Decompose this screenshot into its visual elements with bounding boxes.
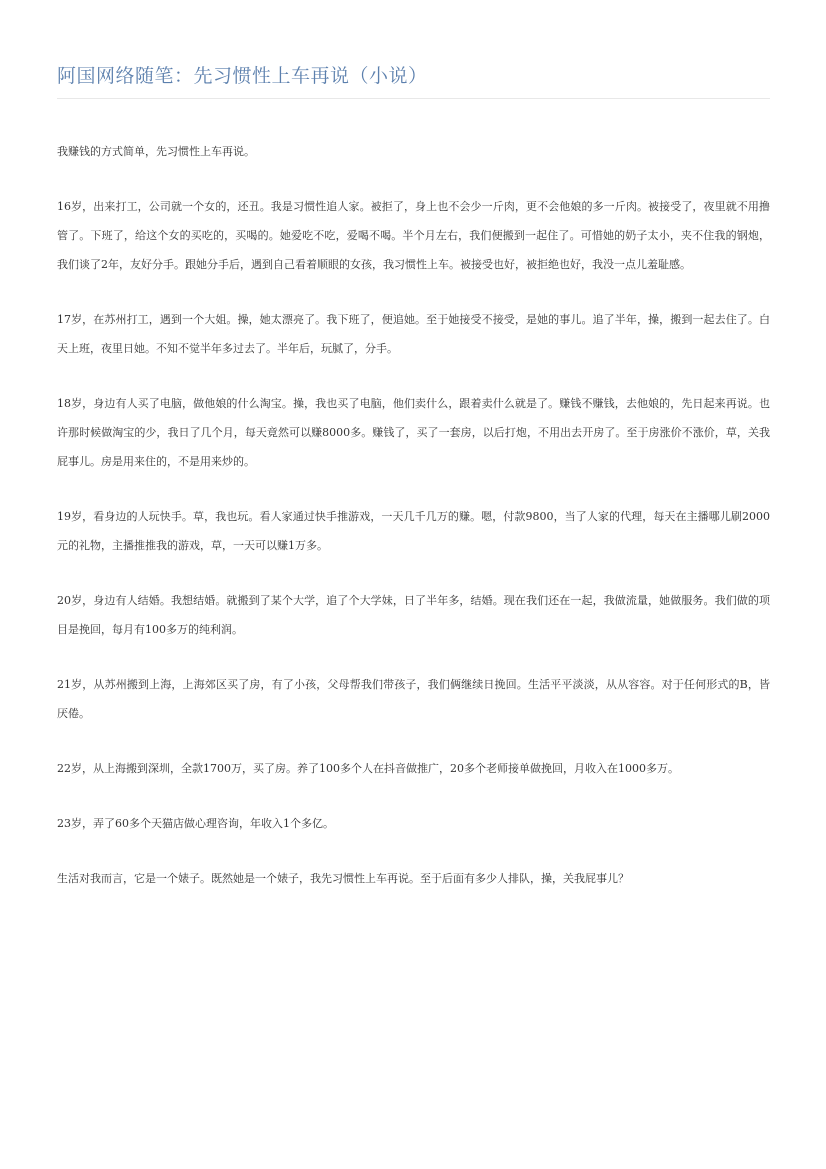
paragraph: 生活对我而言，它是一个婊子。既然她是一个婊子，我先习惯性上车再说。至于后面有多少人排队，操，关我屁事儿？ (57, 872, 629, 885)
paragraph: 18岁，身边有人买了电脑，做他娘的什么淘宝。操，我也买了电脑，他们卖什么，跟着卖什么就是了。赚钱不赚钱，去他娘的，先日起来再说。也许那时候做淘宝的少，我日了几个月，每天竟然可以赚8000多。赚钱了，买了一套房，以后打炮，不用出去开房了。至于房涨价不涨价，草，关我屁事儿。房是用来住的，不是用来炒的。 (57, 397, 770, 468)
paragraph: 17岁，在苏州打工，遇到一个大姐。操，她太漂亮了。我下班了，便追她。至于她接受不接受，是她的事儿。追了半年，操，搬到一起去住了。白天上班，夜里日她。不知不觉半年多过去了。半年后，玩腻了，分手。 (57, 313, 770, 355)
document-title: 阿国网络随笔：先习惯性上车再说（小说） (57, 62, 770, 99)
paragraph: 22岁，从上海搬到深圳，全款1700万，买了房。养了100多个人在抖音做推广，20多个老师接单做挽回，月收入在1000多万。 (57, 762, 679, 775)
document-page (57, 62, 770, 919)
paragraph: 21岁，从苏州搬到上海，上海郊区买了房，有了小孩，父母帮我们带孩子，我们俩继续日挽回。生活平平淡淡，从从容容。对于任何形式的B，皆厌倦。 (57, 678, 770, 720)
paragraph: 19岁，看身边的人玩快手。草，我也玩。看人家通过快手推游戏，一天几千几万的赚。嗯，付款9800，当了人家的代理，每天在主播哪儿刷2000元的礼物，主播推推我的游戏，草，一天可以赚1万多。 (57, 510, 770, 552)
paragraph: 16岁，出来打工，公司就一个女的，还丑。我是习惯性追人家。被拒了，身上也不会少一斤肉，更不会他娘的多一斤肉。被接受了，夜里就不用撸管了。下班了，给这个女的买吃的，买喝的。她爱吃不吃，爱喝不喝。半个月左右，我们便搬到一起住了。可惜她的奶子太小，夹不住我的钢炮，我们谈了2年，友好分手。跟她分手后，遇到自己看着顺眼的女孩，我习惯性上车。被接受也好，被拒绝也好，我没一点儿羞耻感。 (57, 200, 770, 271)
document-body (57, 137, 770, 893)
paragraph: 23岁，弄了60多个天猫店做心理咨询，年收入1个多亿。 (57, 817, 334, 830)
paragraph: 20岁，身边有人结婚。我想结婚。就搬到了某个大学，追了个大学妹，日了半年多，结婚。现在我们还在一起，我做流量，她做服务。我们做的项目是挽回，每月有100多万的纯利润。 (57, 594, 770, 636)
paragraph: 我赚钱的方式简单，先习惯性上车再说。 (57, 145, 255, 158)
